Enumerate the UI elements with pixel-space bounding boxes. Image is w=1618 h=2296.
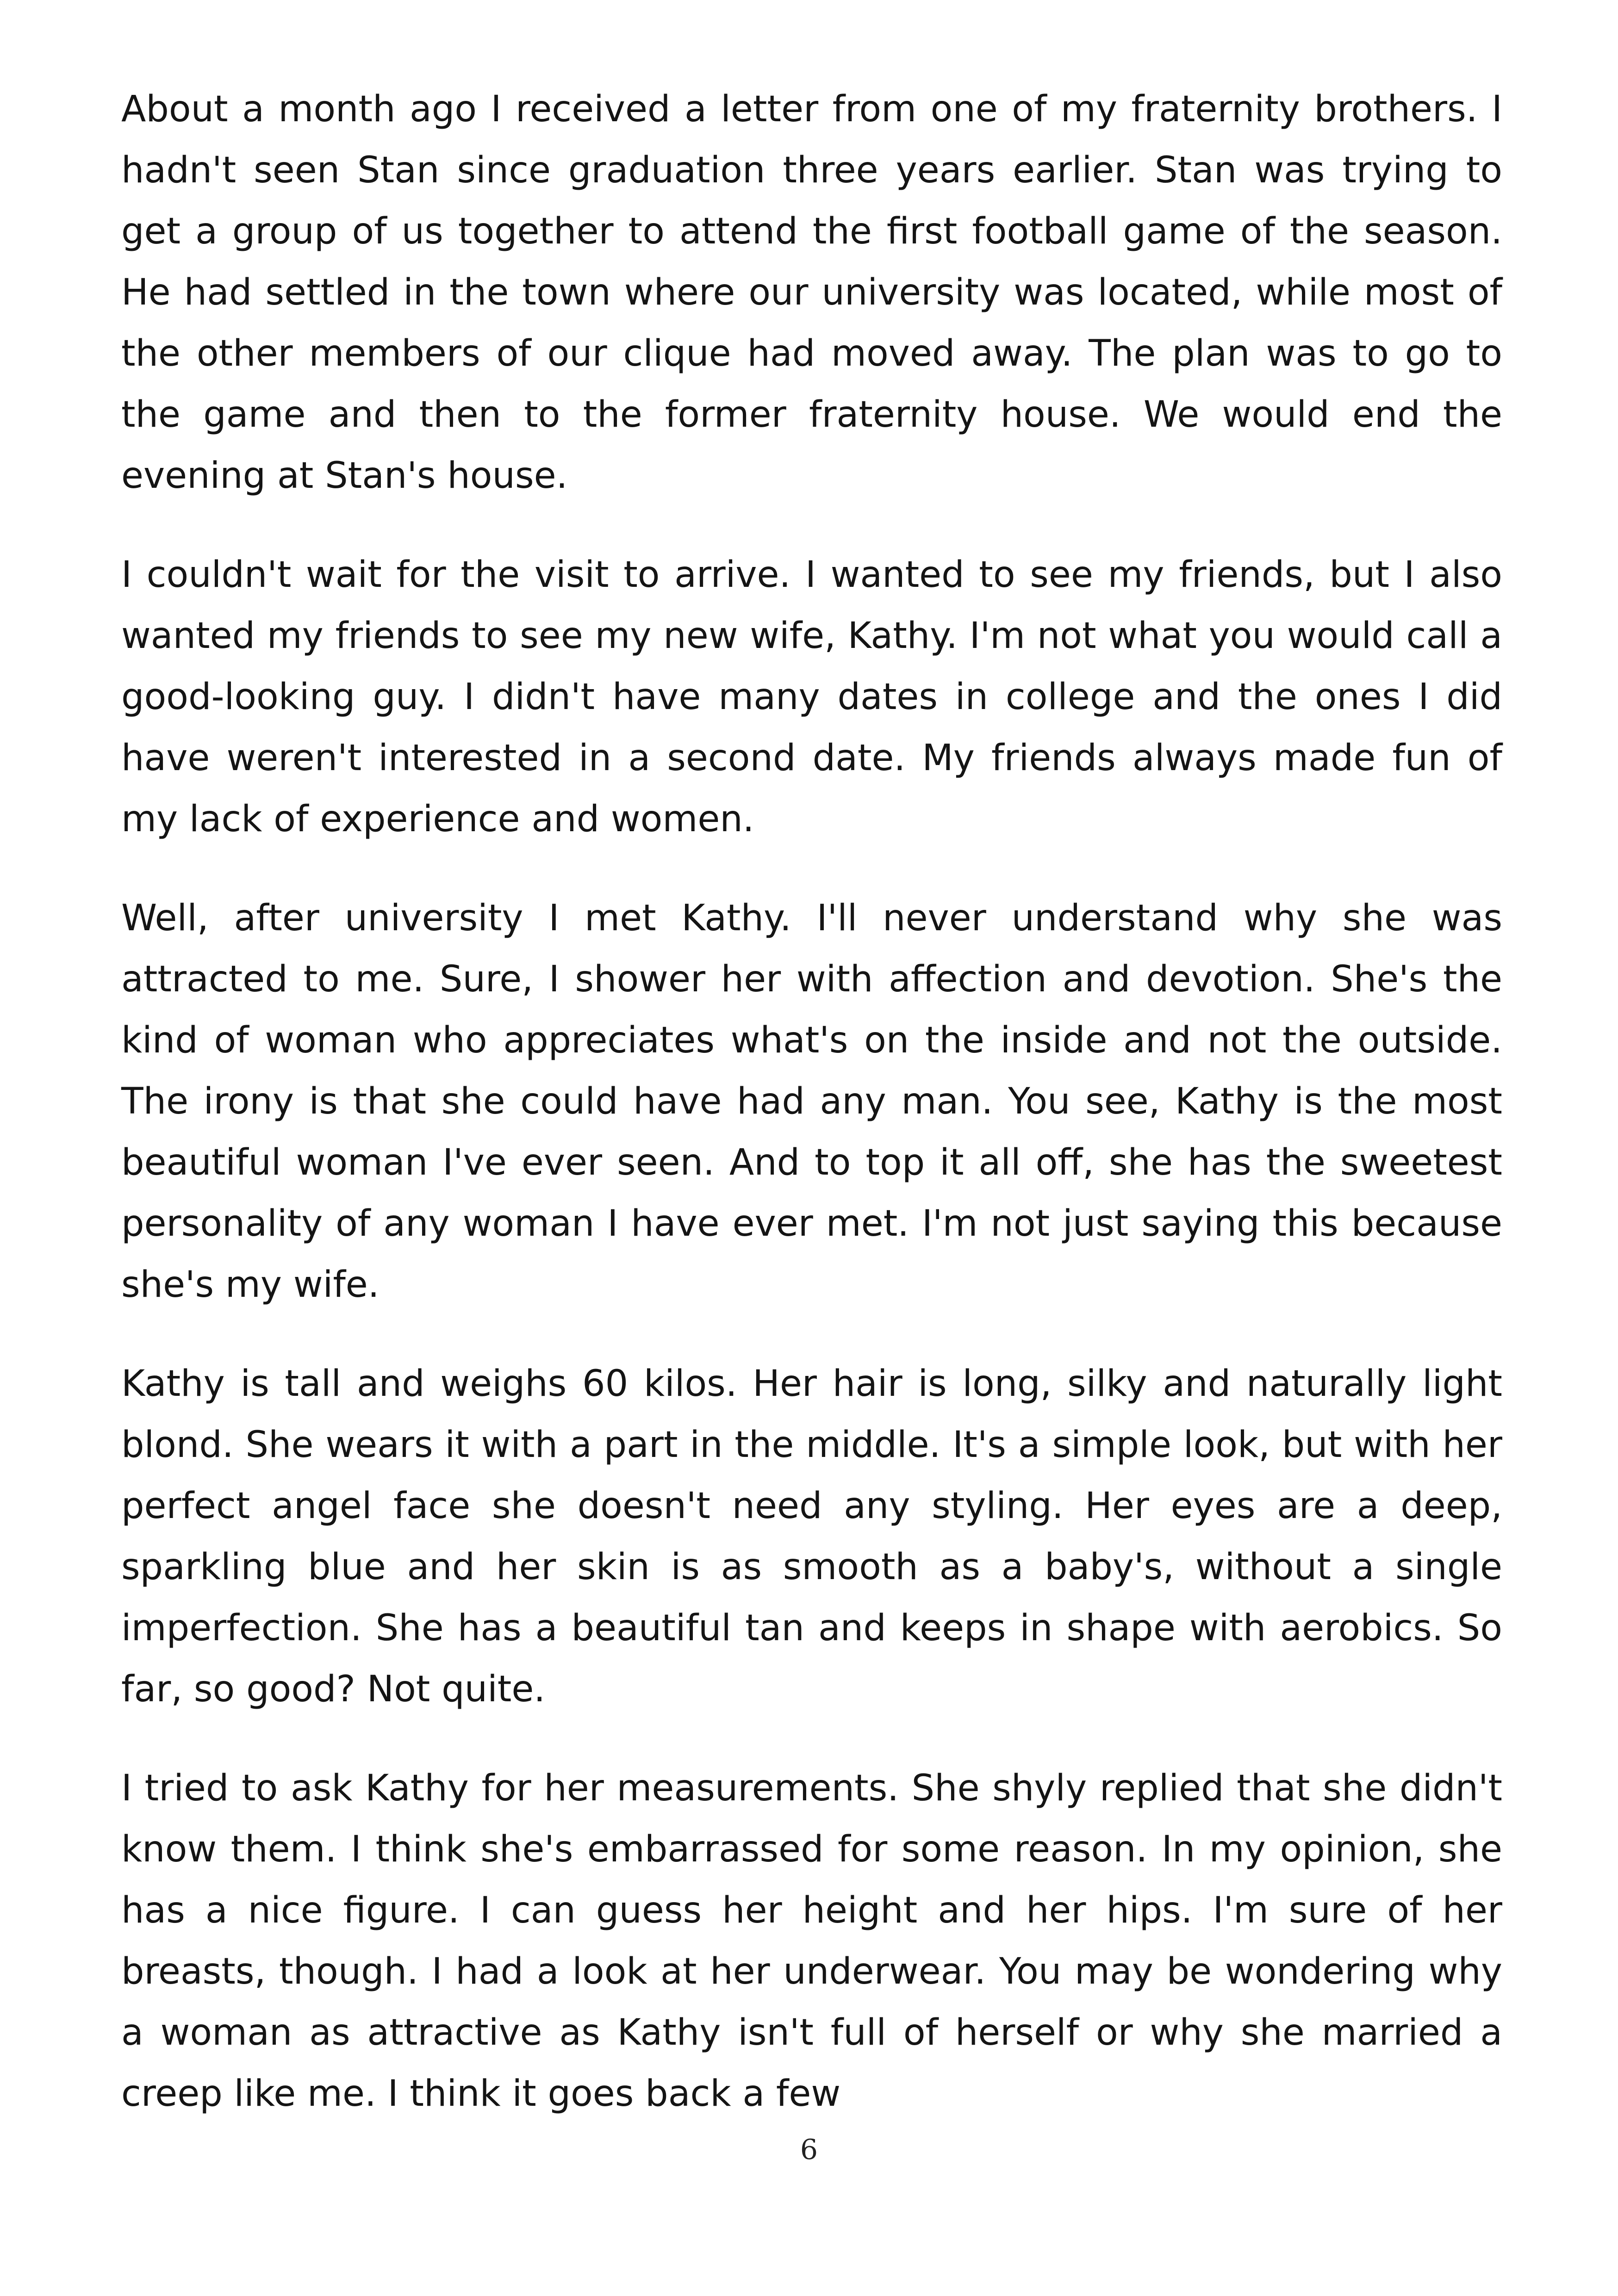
- body-text: [121, 79, 1502, 2162]
- paragraph-4: Kathy is tall and weighs 60 kilos. Her hair is long, silky and naturally light blond. She wears it with a part in the middle. It's a simple look, but with her perfect angel face she doesn't need any styling. Her eyes are a deep, sparkling blue and her skin is as smooth as a baby's, without a single imperfection. She has a beautiful tan and keeps in shape with aerobics. So far, so good? Not quite.: [121, 1363, 1502, 1710]
- paragraph-3: Well, after university I met Kathy. I'll never understand why she was attracted to me. Sure, I shower her with affection and devotion. She's the kind of woman who appreciates what's on the inside and not the outside. The irony is that she could have had any man. You see, Kathy is the most beautiful woman I've ever seen. And to top it all off, she has the sweetest personality of any woman I have ever met. I'm not just saying this because she's my wife.: [121, 897, 1502, 1306]
- paragraph-2: I couldn't wait for the visit to arrive. I wanted to see my friends, but I also wanted my friends to see my new wife, Kathy. I'm not what you would call a good-looking guy. I didn't have many dates in college and the ones I did have weren't interested in a second date. My friends always made fun of my lack of experience and women.: [121, 554, 1502, 840]
- paragraph-5: I tried to ask Kathy for her measurements. She shyly replied that she didn't know them. I think she's embarrassed for some reason. In my opinion, she has a nice figure. I can guess her height and her hips. I'm sure of her breasts, though. I had a look at her underwear. You may be wondering why a woman as attractive as Kathy isn't full of herself or why she married a creep like me. I think it goes back a few: [121, 1767, 1502, 2115]
- page-number: 6: [800, 2134, 818, 2166]
- paragraph-1: About a month ago I received a letter from one of my fraternity brothers. I hadn't seen Stan since graduation three years earlier. Stan was trying to get a group of us together to attend the first football game of the season. He had settled in the town where our university was located, while most of the other members of our clique had moved away. The plan was to go to the game and then to the former fraternity house. We would end the evening at Stan's house.: [121, 88, 1502, 497]
